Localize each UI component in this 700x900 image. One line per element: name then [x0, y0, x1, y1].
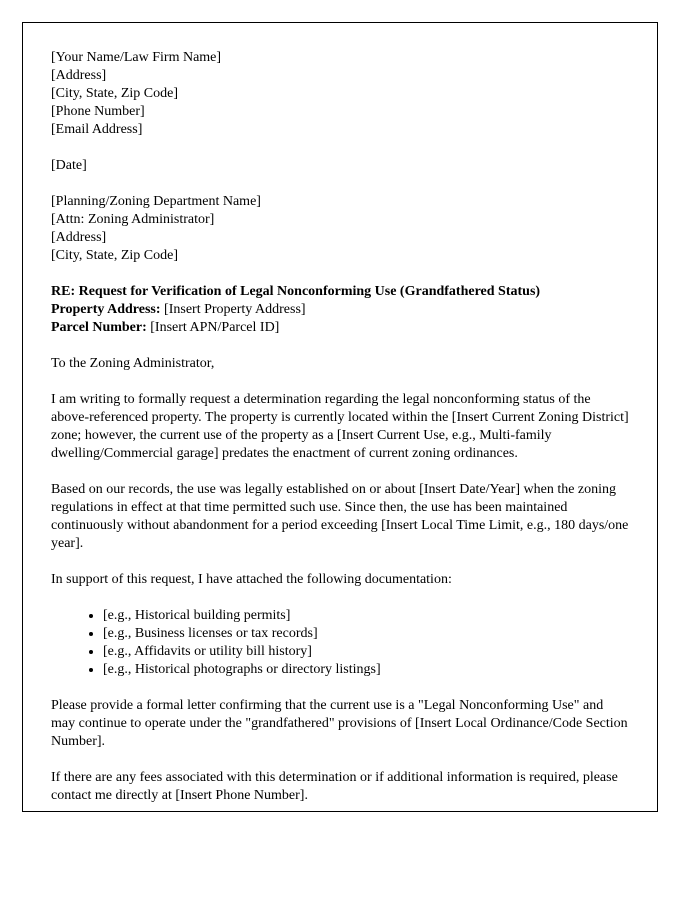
sender-line: [Email Address] — [51, 122, 143, 137]
recipient-line: [Planning/Zoning Department Name] — [51, 194, 261, 209]
recipient-line: [Attn: Zoning Administrator] — [51, 212, 215, 227]
closing-paragraph: Please provide a formal letter confirming that the current use is a "Legal Nonconforming Use" and may continue to operate under the "grandfathered" provisions of [Insert Local Ordinance/Code Section Number]. — [51, 698, 628, 749]
sender-line: [Address] — [51, 68, 107, 83]
salutation: To the Zoning Administrator, — [51, 356, 215, 371]
recipient-block — [51, 193, 629, 265]
body-paragraph: I am writing to formally request a determination regarding the legal nonconforming status of the above-referenced property. The property is currently located within the [Insert Current Zoning District] zone; however, the current use of the property as a [Insert Current Use, e.g., Multi-family dwelling/Commercial garage] predates the enactment of current zoning ordinances. — [51, 392, 629, 461]
attachment-item: • [e.g., Historical building permits] — [103, 607, 629, 625]
attachment-item: • [e.g., Affidavits or utility bill history] — [103, 643, 629, 661]
sender-block — [51, 49, 629, 139]
sender-line: [City, State, Zip Code] — [51, 86, 179, 101]
sender-line: [Your Name/Law Firm Name] — [51, 50, 222, 65]
attachment-item: • [e.g., Historical photographs or directory listings] — [103, 661, 629, 679]
property-address-line — [51, 301, 629, 319]
attachments-list — [51, 607, 629, 679]
closing-paragraph: If there are any fees associated with this determination or if additional information is required, please contact me directly at [Insert Phone Number]. — [51, 770, 618, 803]
body-paragraph: Based on our records, the use was legally established on or about [Insert Date/Year] when the zoning regulations in effect at that time permitted such use. Since then, the use has been maintained continuously without abandonment for a period exceeding [Insert Local Time Limit, e.g., 180 days/one year]. — [51, 482, 629, 551]
recipient-line: [Address] — [51, 230, 107, 245]
sender-line: [Phone Number] — [51, 104, 145, 119]
attachment-item: • [e.g., Business licenses or tax records] — [103, 625, 629, 643]
letter-document — [22, 22, 658, 812]
subject-block — [51, 283, 629, 337]
date-block — [51, 157, 629, 175]
parcel-number-label: Parcel Number: — [51, 320, 147, 335]
attachments-intro: In support of this request, I have attached the following documentation: — [51, 572, 452, 587]
parcel-number-line — [51, 319, 629, 337]
recipient-line: [City, State, Zip Code] — [51, 248, 179, 263]
re-line: RE: Request for Verification of Legal Nonconforming Use (Grandfathered Status) — [51, 284, 541, 299]
property-address-value: [Insert Property Address] — [160, 302, 306, 317]
date-line: [Date] — [51, 158, 87, 173]
parcel-number-value: [Insert APN/Parcel ID] — [146, 320, 280, 335]
property-address-label: Property Address: — [51, 302, 161, 317]
